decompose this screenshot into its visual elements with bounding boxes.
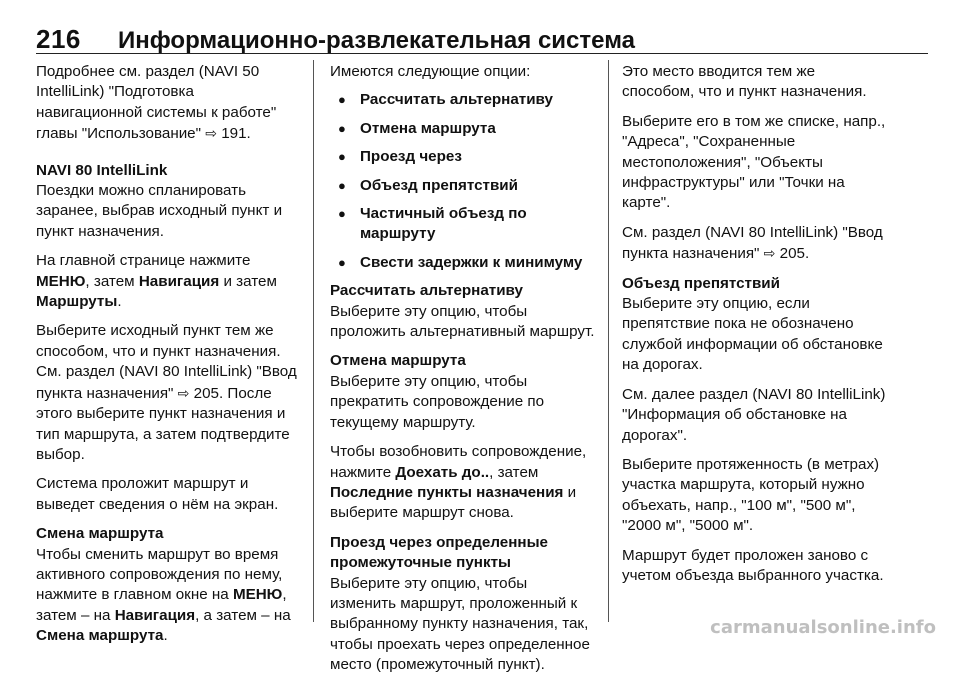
heading-via: Проезд через определенные промежуточные пункты (330, 533, 549, 572)
page-header (36, 24, 928, 54)
header-divider (36, 53, 928, 54)
paragraph-system-route: Система проложит маршрут и выведет сведения о нём на экран. (36, 475, 279, 513)
list-item: ● Свести задержки к минимуму (330, 253, 596, 273)
column-3 (622, 62, 890, 595)
paragraph-start-point: Выберите исходный пункт тем же способом, что и пункт назначения. См. раздел (NAVI 80 IntelliLink) "Ввод пункта назначения" ⇨ 205. После этого выберите пункт назначения и тип маршрута, а затем подтвердите выбор. (36, 322, 297, 463)
watermark: carmanualsonline.info (710, 617, 936, 638)
paragraph-main-page: На главной странице нажмите МЕНЮ, затем Навигация и затем Маршруты. (36, 252, 277, 311)
column-1 (36, 62, 298, 656)
page-ref-arrow-icon: ⇨ (763, 245, 776, 262)
heading-obstacles: Объезд препятствий (622, 274, 780, 292)
list-item: ● Частичный объезд по маршруту (330, 204, 596, 245)
page-ref-arrow-icon: ⇨ (205, 125, 217, 142)
paragraph-list-select: Выберите его в том же списке, напр., "Адреса", "Сохраненные местоположения", "Объекты инфраструктуры" или "Точки на карте". (622, 112, 886, 212)
column-2 (330, 62, 596, 685)
page-ref-arrow-icon: ⇨ (177, 384, 190, 401)
paragraph-navi50-ref: Подробнее см. раздел (NAVI 50 IntelliLink) "Подготовка навигационной системы к работе" главы "Использование" ⇨ 191. (36, 63, 277, 143)
paragraph-cancel: Отмена маршрута Выберите эту опцию, чтобы прекратить сопровождение по текущему маршруту. (330, 351, 596, 433)
paragraph-entry: Это место вводится тем же способом, что и пункт назначения. (622, 63, 867, 101)
heading-change-route: Смена маршрута (36, 525, 164, 543)
page-number: 216 (36, 24, 81, 54)
paragraph-reroute: Маршрут будет проложен заново с учетом объезда выбранного участка. (622, 546, 884, 584)
paragraph-obstacles: Объезд препятствий Выберите эту опцию, если препятствие пока не обозначено службой информации об обстановке на дорогах. (622, 274, 890, 376)
paragraph-change-route: Смена маршрута Чтобы сменить маршрут во время активного сопровождения по нему, нажмите в главном окне на МЕНЮ, затем – на Навигация, а затем – на Смена маршрута. (36, 524, 298, 646)
paragraph-alternative: Рассчитать альтернативу Выберите эту опцию, чтобы проложить альтернативный маршрут. (330, 282, 595, 341)
list-item: ● Объезд препятствий (330, 176, 596, 196)
heading-alternative: Рассчитать альтернативу (330, 282, 523, 300)
paragraph-resume: Чтобы возобновить сопровождение, нажмите Доехать до.., затем Последние пункты назначения и выберите маршрут снова. (330, 443, 587, 522)
paragraph-traffic-info: См. далее раздел (NAVI 80 IntelliLink) "Информация об обстановке на дорогах". (622, 385, 886, 444)
page-title: Информационно-развлекательная система (118, 27, 635, 54)
options-list (330, 90, 596, 273)
list-item: ● Проезд через (330, 147, 596, 167)
options-intro: Имеются следующие опции: (330, 63, 531, 80)
heading-navi80: NAVI 80 IntelliLink (36, 161, 168, 179)
column-divider-1 (313, 60, 314, 622)
list-item: ● Отмена маршрута (330, 119, 596, 139)
paragraph-see-destination: См. раздел (NAVI 80 IntelliLink) "Ввод пункта назначения" ⇨ 205. (622, 223, 883, 263)
paragraph-via: Проезд через определенные промежуточные пункты Выберите эту опцию, чтобы изменить маршрут, проложенный к выбранному пункту назначения, так, чтобы проехать через определенное место (промежуточный пункт). (330, 533, 596, 676)
list-item: ● Рассчитать альтернативу (330, 90, 596, 110)
column-divider-2 (608, 60, 609, 622)
paragraph-navi80: NAVI 80 IntelliLink Поездки можно спланировать заранее, выбрав исходный пункт и пункт назначения. (36, 161, 298, 243)
paragraph-distance: Выберите протяженность (в метрах) участка маршрута, который нужно объехать, напр., "100 м", "500 м", "2000 м", "5000 м". (622, 455, 880, 535)
heading-cancel: Отмена маршрута (330, 352, 466, 370)
